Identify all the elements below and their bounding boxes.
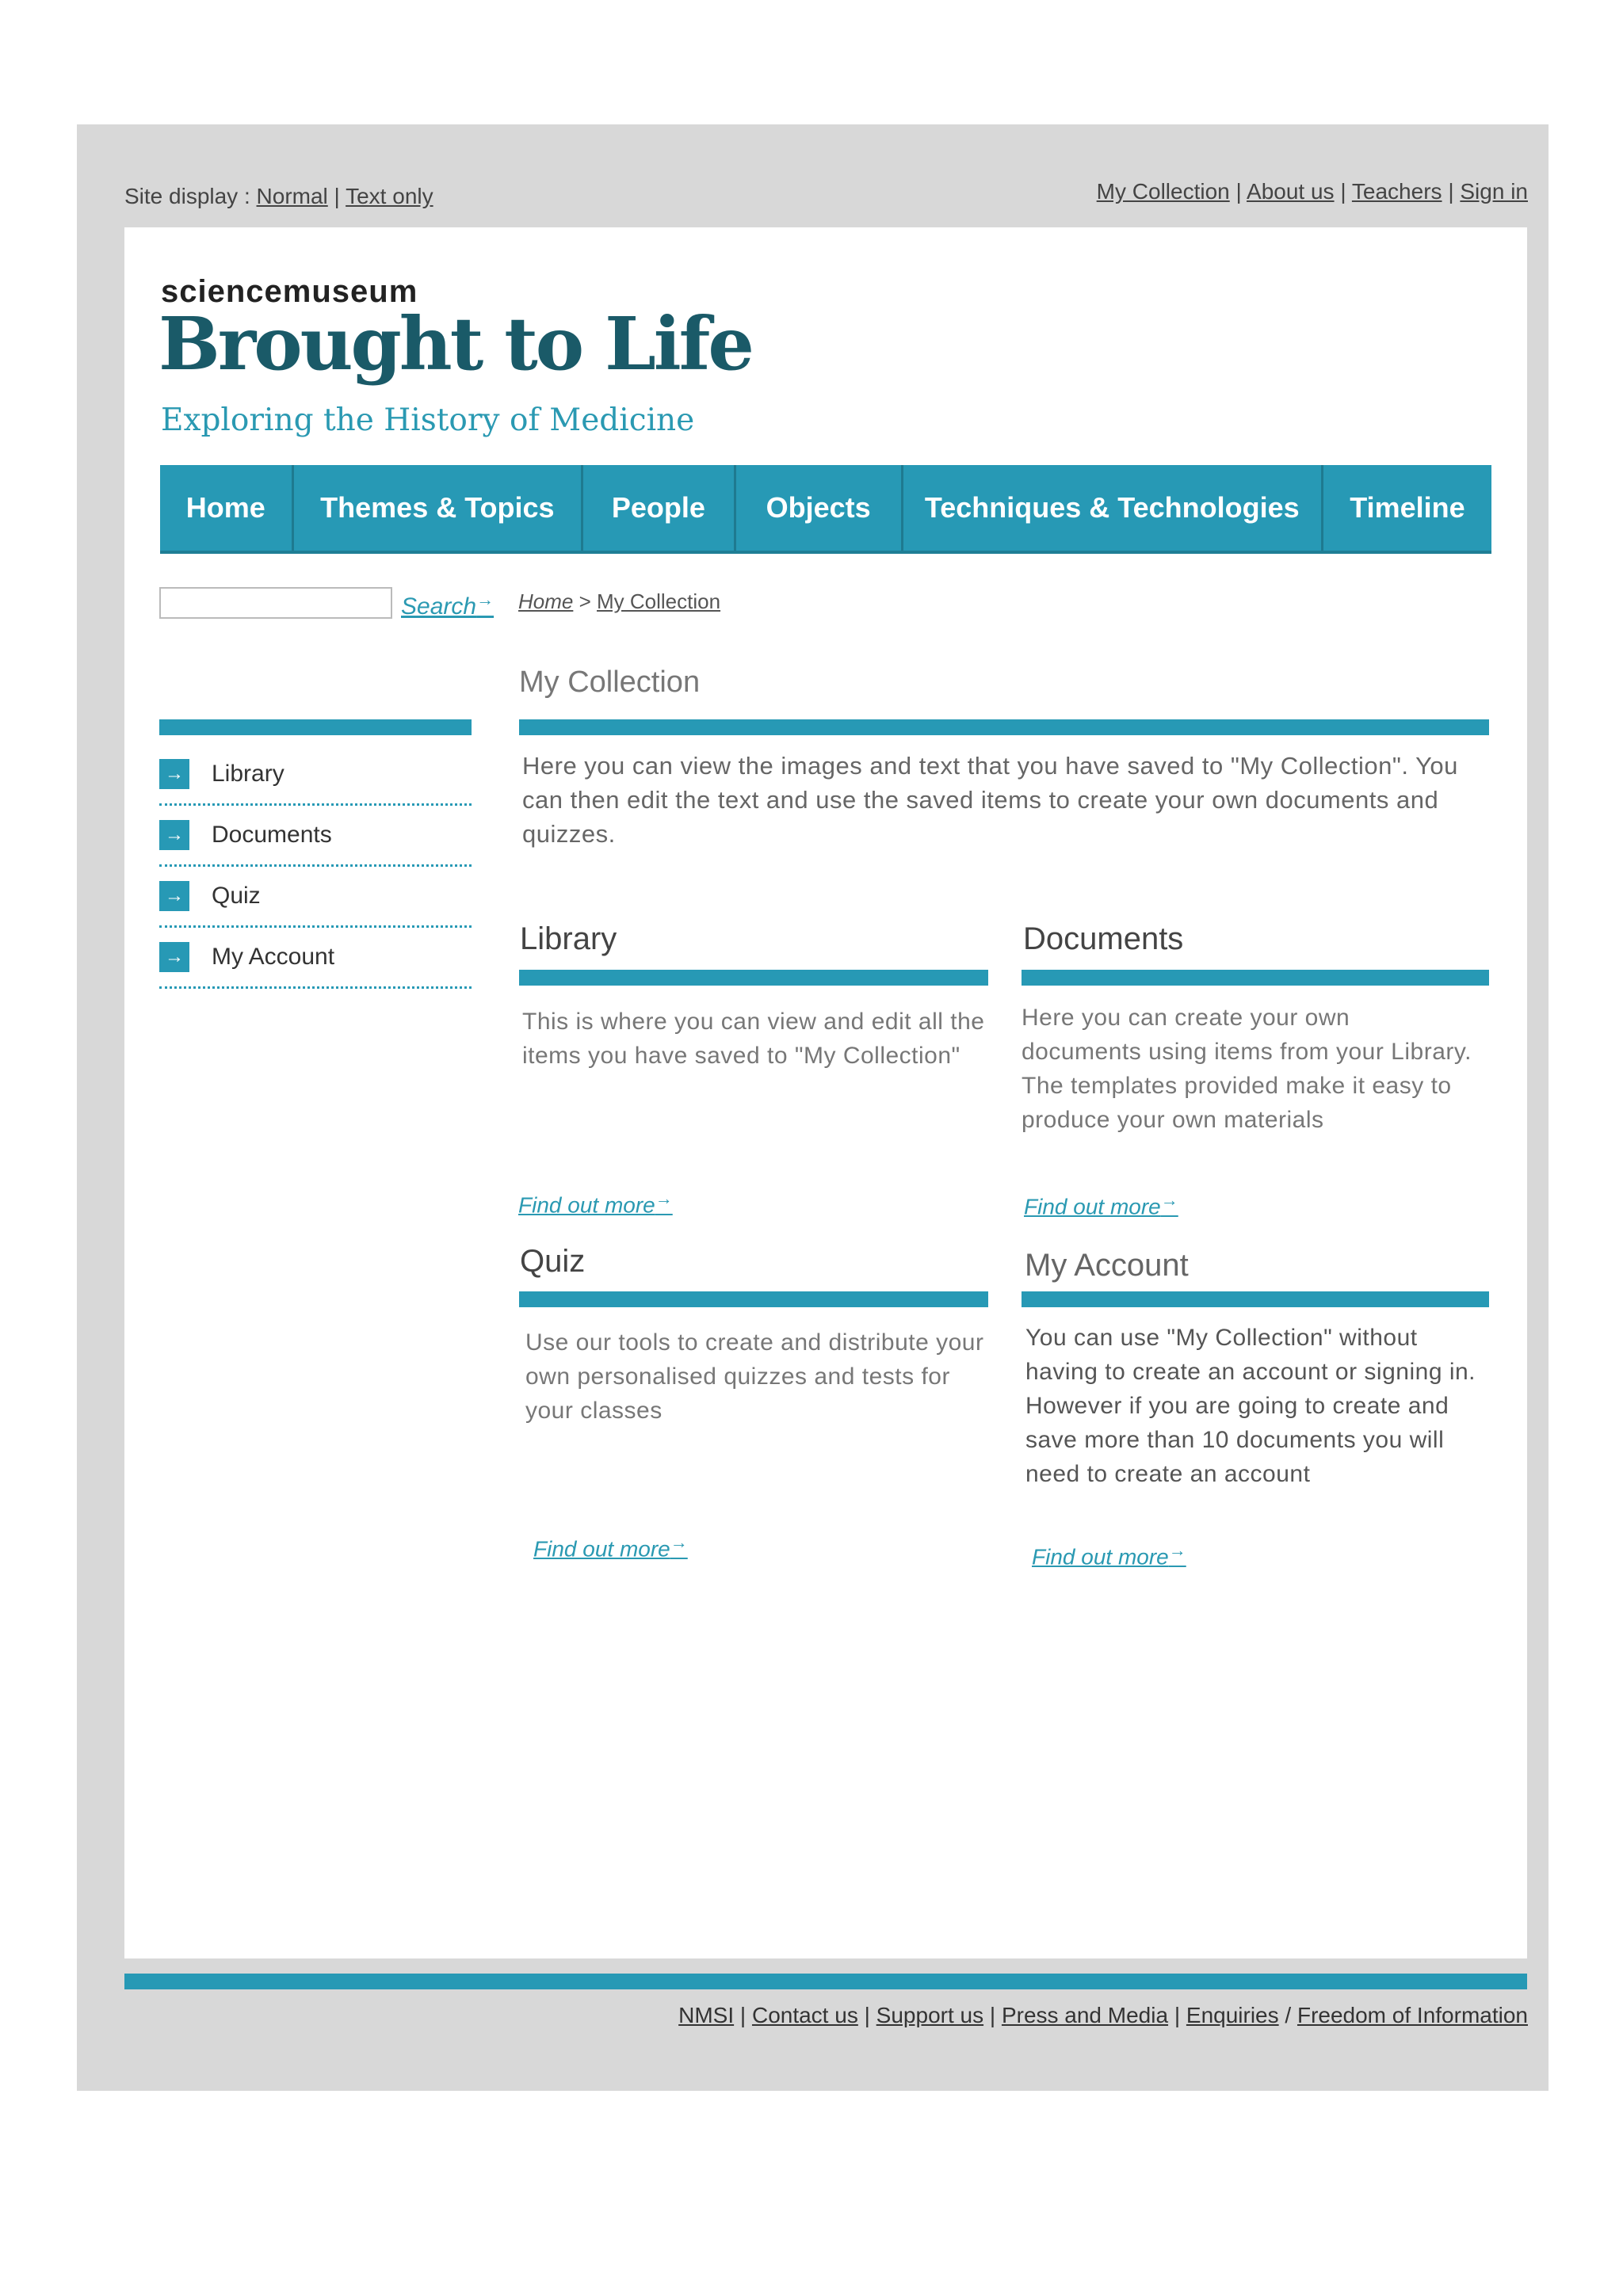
- contact-us-link[interactable]: Contact us: [751, 2003, 858, 2027]
- nav-themes-topics[interactable]: Themes & Topics: [294, 465, 584, 551]
- title-divider: [519, 719, 1489, 735]
- separator: |: [334, 184, 340, 208]
- arrow-right-icon: →: [159, 759, 189, 789]
- account-divider: [1022, 1291, 1489, 1307]
- my-collection-link[interactable]: My Collection: [1096, 179, 1230, 204]
- link-label: Find out more: [1032, 1544, 1169, 1569]
- separator: |: [739, 2003, 747, 2027]
- site-title[interactable]: Brought to Life: [158, 301, 752, 387]
- nav-home[interactable]: Home: [160, 465, 294, 551]
- sidebar-item-label: Quiz: [212, 883, 261, 909]
- arrow-right-icon: →: [159, 820, 189, 850]
- nav-techniques-technologies[interactable]: Techniques & Technologies: [903, 465, 1323, 551]
- quiz-text: Use our tools to create and distribute your own personalised quizzes and tests for your classes: [525, 1329, 984, 1424]
- site-display-switcher: [124, 184, 433, 209]
- documents-find-out-more-link[interactable]: [1024, 1190, 1178, 1219]
- enquiries-link[interactable]: Enquiries: [1186, 2003, 1279, 2027]
- intro-text: Here you can view the images and text that you have saved to "My Collection". You can then edit the text and use the saved items to create your own documents and quizzes.: [522, 752, 1458, 848]
- documents-divider: [1022, 970, 1489, 986]
- foi-link[interactable]: Freedom of Information: [1296, 2003, 1528, 2027]
- arrow-right-icon: →: [476, 589, 495, 609]
- breadcrumb-home[interactable]: Home: [518, 589, 574, 613]
- sidebar-menu: [159, 745, 472, 989]
- separator: |: [1340, 179, 1346, 204]
- sidebar-item-label: My Account: [212, 944, 335, 970]
- documents-text: Here you can create your own documents using items from your Library. The templates provided make it easy to produce your own materials: [1022, 1005, 1472, 1133]
- sidebar-divider: [159, 719, 472, 735]
- sign-in-link[interactable]: Sign in: [1460, 179, 1528, 204]
- library-find-out-more-link[interactable]: [518, 1188, 673, 1218]
- quiz-divider: [519, 1291, 988, 1307]
- sidebar-item-label: Documents: [212, 822, 332, 848]
- account-text: You can use "My Collection" without having to create an account or signing in. However if you are going to create and save more than 10 documents you will need to create an account: [1025, 1325, 1476, 1487]
- about-us-link[interactable]: About us: [1247, 179, 1335, 204]
- arrow-right-icon: →: [159, 881, 189, 911]
- site-display-label: Site display :: [124, 184, 250, 208]
- text-only-link[interactable]: Text only: [346, 184, 433, 208]
- separator: |: [989, 2003, 996, 2027]
- nav-people[interactable]: People: [583, 465, 735, 551]
- page-title: My Collection: [519, 666, 701, 699]
- nmsi-link[interactable]: NMSI: [678, 2003, 735, 2027]
- arrow-right-icon: →: [1168, 1540, 1186, 1560]
- sidebar-item-quiz[interactable]: [159, 867, 472, 928]
- link-label: Find out more: [518, 1192, 655, 1218]
- normal-display-link[interactable]: Normal: [256, 184, 328, 208]
- library-divider: [519, 970, 988, 986]
- nav-objects[interactable]: Objects: [736, 465, 903, 551]
- arrow-right-icon: →: [159, 942, 189, 972]
- search-input[interactable]: [159, 587, 392, 619]
- quiz-find-out-more-link[interactable]: [533, 1532, 688, 1562]
- link-label: Find out more: [533, 1536, 670, 1562]
- press-media-link[interactable]: Press and Media: [1001, 2003, 1169, 2027]
- sidebar-item-my-account[interactable]: [159, 928, 472, 989]
- documents-title: Documents: [1023, 921, 1184, 956]
- footer-divider: [124, 1974, 1527, 1989]
- breadcrumb-current[interactable]: My Collection: [597, 589, 721, 613]
- sidebar-item-label: Library: [212, 761, 285, 787]
- account-title: My Account: [1025, 1248, 1189, 1283]
- footer-links: [678, 2003, 1528, 2028]
- library-title: Library: [520, 921, 617, 956]
- separator: |: [1235, 179, 1242, 204]
- search-button[interactable]: [401, 589, 494, 620]
- sidebar-item-library[interactable]: [159, 745, 472, 806]
- quiz-title: Quiz: [520, 1244, 586, 1279]
- sidebar-item-documents[interactable]: [159, 806, 472, 867]
- nav-timeline[interactable]: Timeline: [1350, 491, 1465, 524]
- separator: |: [864, 2003, 870, 2027]
- search-label: Search: [401, 593, 477, 620]
- utility-nav: [1097, 179, 1528, 204]
- arrow-right-icon: →: [670, 1532, 688, 1552]
- separator: /: [1285, 2003, 1292, 2027]
- separator: |: [1174, 2003, 1181, 2027]
- account-find-out-more-link[interactable]: [1032, 1540, 1186, 1569]
- brand-logo-small[interactable]: sciencemuseum: [161, 274, 418, 309]
- teachers-link[interactable]: Teachers: [1351, 179, 1442, 204]
- separator: |: [1448, 179, 1454, 204]
- main-nav: [160, 465, 1491, 551]
- arrow-right-icon: →: [655, 1188, 673, 1208]
- arrow-right-icon: →: [1160, 1190, 1178, 1210]
- breadcrumb-separator: >: [579, 589, 591, 613]
- library-text: This is where you can view and edit all the items you have saved to "My Collection": [522, 1009, 985, 1069]
- breadcrumb: [518, 589, 720, 614]
- support-us-link[interactable]: Support us: [876, 2003, 984, 2027]
- link-label: Find out more: [1024, 1194, 1161, 1219]
- site-tagline: Exploring the History of Medicine: [161, 402, 695, 438]
